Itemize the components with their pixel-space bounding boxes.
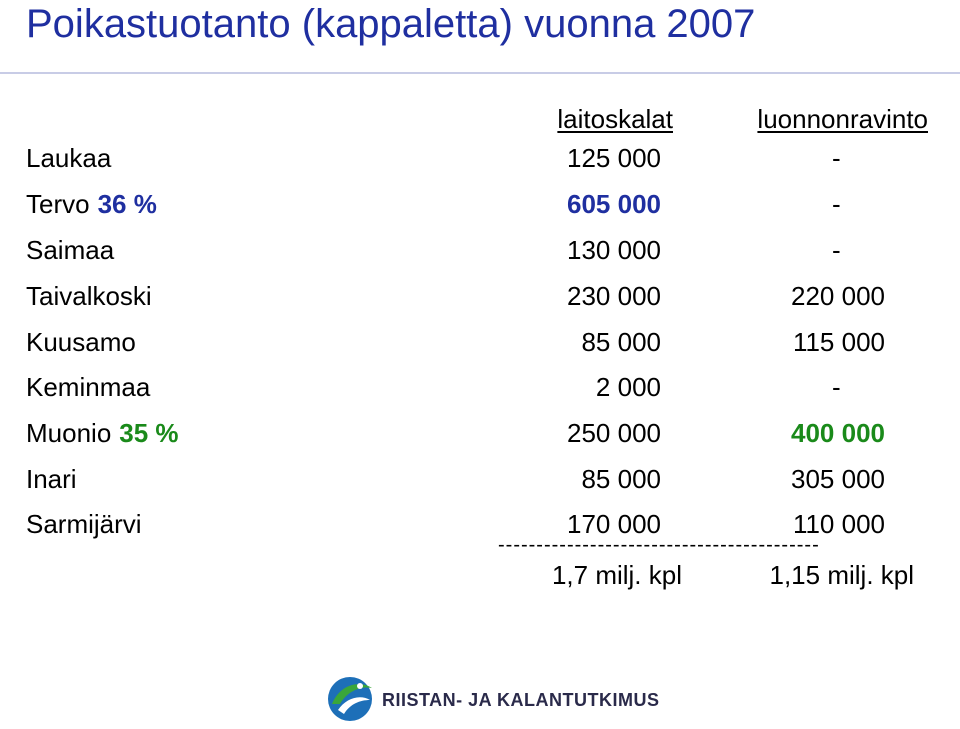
row-name: Laukaa xyxy=(26,143,112,173)
row-value-luonnonravinto: - xyxy=(832,372,841,402)
row-value-luonnonravinto: - xyxy=(832,143,841,173)
row-value-laitoskalat: 605 000 xyxy=(567,189,661,219)
row-name: Saimaa xyxy=(26,235,115,265)
column-header-laitoskalat: laitoskalat xyxy=(557,104,673,134)
table-row xyxy=(0,464,960,504)
fish-emblem-icon xyxy=(326,674,376,724)
row-value-luonnonravinto: 220 000 xyxy=(791,281,885,311)
row-value-laitoskalat: 85 000 xyxy=(581,327,661,357)
table-row xyxy=(0,189,960,229)
row-value-luonnonravinto: 305 000 xyxy=(791,464,885,494)
row-value-laitoskalat: 2 000 xyxy=(595,372,661,402)
row-name: Kuusamo xyxy=(26,327,136,357)
table-row xyxy=(0,418,960,458)
totals-separator: ------------------------------------------ xyxy=(498,534,820,556)
row-value-laitoskalat: 230 000 xyxy=(567,281,661,311)
row-value-laitoskalat: 170 000 xyxy=(567,509,661,539)
row-value-luonnonravinto: 400 000 xyxy=(791,418,885,448)
row-name: Sarmijärvi xyxy=(26,509,142,539)
table-row xyxy=(0,372,960,412)
row-name: Tervo 36 % xyxy=(26,189,157,219)
total-luonnonravinto: 1,15 milj. kpl xyxy=(769,560,914,590)
table-row xyxy=(0,327,960,367)
table-row xyxy=(0,143,960,183)
row-value-luonnonravinto: 110 000 xyxy=(792,509,885,539)
page-title: Poikastuotanto (kappaletta) vuonna 2007 xyxy=(26,2,756,46)
row-name: Keminmaa xyxy=(26,372,151,402)
organization-logo xyxy=(326,674,660,724)
row-value-laitoskalat: 85 000 xyxy=(581,464,661,494)
column-header-luonnonravinto: luonnonravinto xyxy=(757,104,928,134)
row-name: Taivalkoski xyxy=(26,281,152,311)
title-divider xyxy=(0,72,960,74)
table-row xyxy=(0,281,960,321)
table-row xyxy=(0,235,960,275)
row-name: Muonio 35 % xyxy=(26,418,179,448)
row-name: Inari xyxy=(26,464,77,494)
logo-text: RIISTAN- JA KALANTUTKIMUS xyxy=(382,690,660,710)
total-laitoskalat: 1,7 milj. kpl xyxy=(551,560,682,590)
row-value-laitoskalat: 250 000 xyxy=(567,418,661,448)
row-value-luonnonravinto: 115 000 xyxy=(792,327,885,357)
row-value-laitoskalat: 125 000 xyxy=(567,143,661,173)
row-percentage: 36 % xyxy=(97,189,157,219)
row-value-luonnonravinto: - xyxy=(832,235,841,265)
row-value-laitoskalat: 130 000 xyxy=(567,235,661,265)
row-percentage: 35 % xyxy=(119,418,179,448)
row-value-luonnonravinto: - xyxy=(832,189,841,219)
